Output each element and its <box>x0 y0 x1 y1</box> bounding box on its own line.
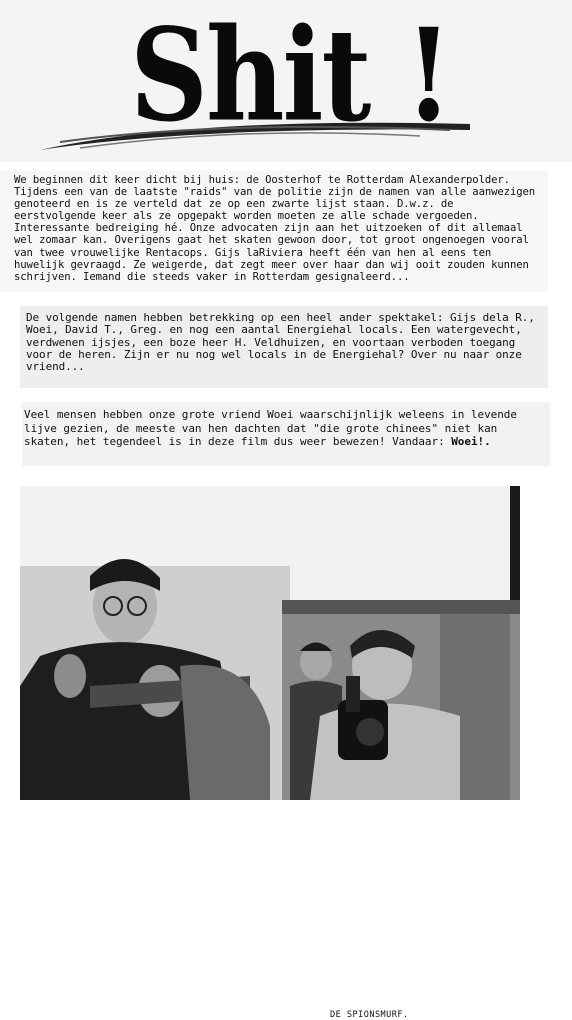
page-title: Shit ! <box>130 1 451 151</box>
energiehal-text: De volgende namen hebben betrekking op een heel ander spektakel: Gijs dela R., Woei, David T., Greg. en nog een aantal Energiehal locals. Een watergevecht, verdwenen ijsjes, een boze heer H. Veldhuizen, en voortaan verboden toegang voor de heren. Zijn er nu nog wel locals in de Energiehal? Over nu naar onze vriend... <box>26 311 535 374</box>
woei-text: Veel mensen hebben onze grote vriend Woei waarschijnlijk weleens in levende lijve gezien, de meeste van hen dachten dat "die grote chinees" niet kan skaten, het tegendeel is in deze film dus weer bewezen! Vandaar: <box>24 408 517 449</box>
woei-paragraph <box>24 408 548 449</box>
intro-article <box>0 170 548 292</box>
skaters-photo <box>20 486 520 800</box>
energiehal-article <box>20 306 548 388</box>
intro-text: We beginnen dit keer dicht bij huis: de Oosterhof te Rotterdam Alexanderpolder. Tijdens een van de laatste "raids" van de politie zijn de namen van alle aanwezigen genoteerd en is ze verteld dat ze op een zwarte lijst staan. D.w.z. de eerstvolgende keer als ze opgepakt worden moeten ze alle schade vergoeden. Interessante bedreiging hé. Onze advocaten zijn aan het uitzoeken of dit allemaal wel zomaar kan. Overigens gaat het skaten gewoon door, tot groot ongenoegen vooral van twee vrouwelijke Rentacops. Gijs laRiviera heeft één van hen al eens ten huwelijk gevraagd. Ze weigerde, dat zegt meer over haar dan wij ooit zouden kunnen schrijven. Iemand die steeds vaker in Rotterdam gesignaleerd... <box>14 174 536 283</box>
photo-collage <box>20 486 520 1020</box>
woei-article <box>22 402 550 466</box>
photo-caption: DE SPIONSMURF. <box>330 1010 409 1020</box>
title-banner <box>0 0 572 162</box>
woei-highlight: Woei!. <box>451 435 491 449</box>
